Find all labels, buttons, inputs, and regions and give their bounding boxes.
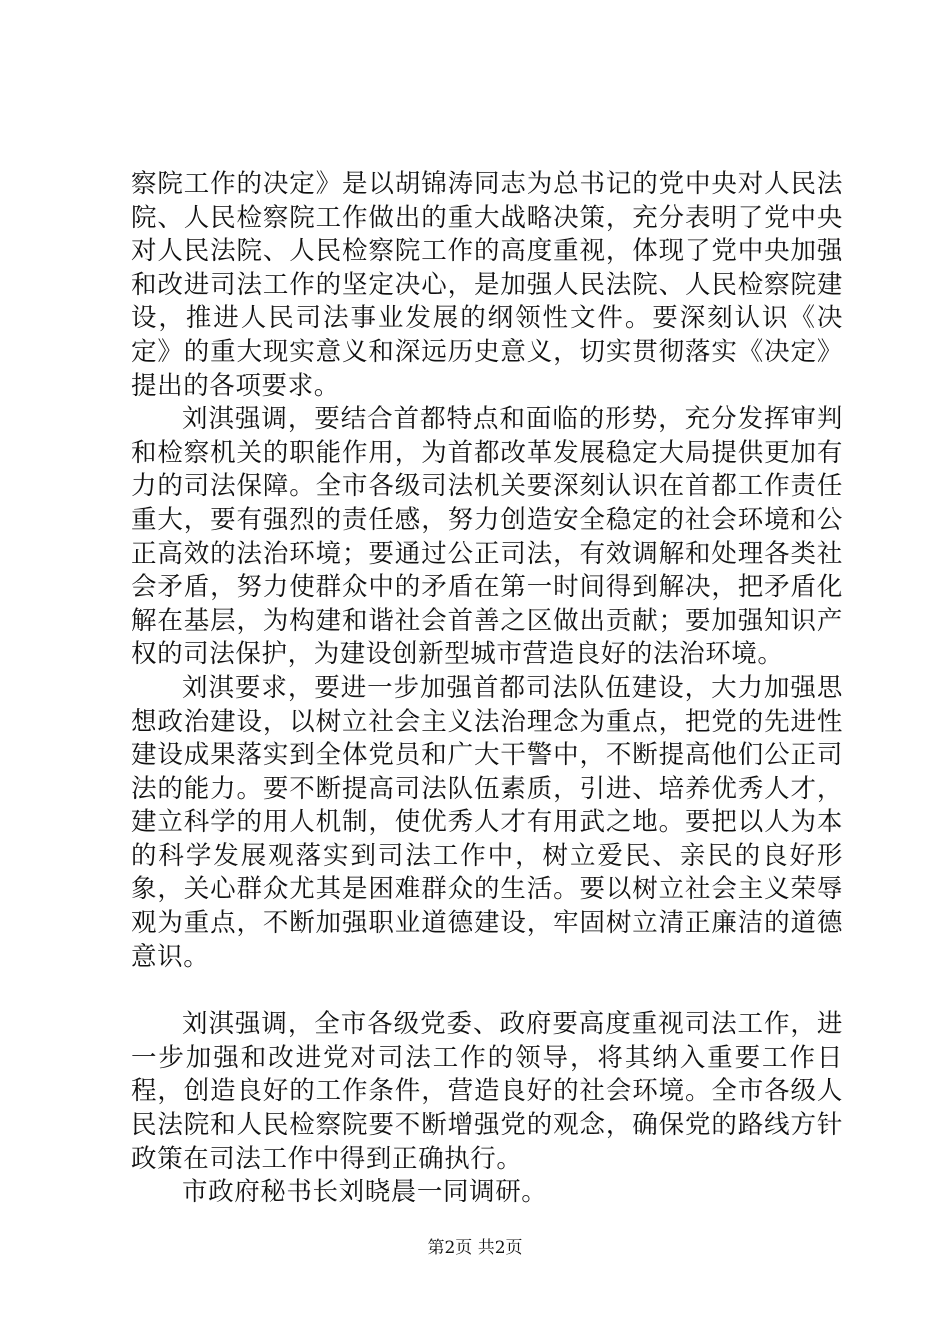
paragraph-spacer	[131, 974, 843, 1008]
document-body	[131, 168, 843, 1210]
page-number-footer: 第2页 共2页	[427, 1238, 523, 1258]
paragraph-4: 刘淇强调，全市各级党委、政府要高度重视司法工作，进一步加强和改进党对司法工作的领导，将其纳入重要工作日程，创造良好的工作条件，营造良好的社会环境。全市各级人民法院和人民检察院要不断增强党的观念，确保党的路线方针政策在司法工作中得到正确执行。	[131, 1009, 843, 1174]
paragraph-2: 刘淇强调，要结合首都特点和面临的形势，充分发挥审判和检察机关的职能作用，为首都改革发展稳定大局提供更加有力的司法保障。全市各级司法机关要深刻认识在首都工作责任重大，要有强烈的责任感，努力创造安全稳定的社会环境和公正高效的法治环境；要通过公正司法，有效调解和处理各类社会矛盾，努力使群众中的矛盾在第一时间得到解决，把矛盾化解在基层，为构建和谐社会首善之区做出贡献；要加强知识产权的司法保护，为建设创新型城市营造良好的法治环境。	[131, 404, 843, 670]
paragraph-5: 市政府秘书长刘晓晨一同调研。	[182, 1177, 548, 1208]
paragraph-1: 察院工作的决定》是以胡锦涛同志为总书记的党中央对人民法院、人民检察院工作做出的重大战略决策，充分表明了党中央对人民法院、人民检察院工作的高度重视，体现了党中央加强和改进司法工作的坚定决心，是加强人民法院、人民检察院建设，推进人民司法事业发展的纲领性文件。要深刻认识《决定》的重大现实意义和深远历史意义，切实贯彻落实《决定》提出的各项要求。	[131, 169, 843, 401]
paragraph-3: 刘淇要求，要进一步加强首都司法队伍建设，大力加强思想政治建设，以树立社会主义法治理念为重点，把党的先进性建设成果落实到全体党员和广大干警中，不断提高他们公正司法的能力。要不断提高司法队伍素质，引进、培养优秀人才，建立科学的用人机制，使优秀人才有用武之地。要把以人为本的科学发展观落实到司法工作中，树立爱民、亲民的良好形象，关心群众尤其是困难群众的生活。要以树立社会主义荣辱观为重点，不断加强职业道德建设，牢固树立清正廉洁的道德意识。	[131, 672, 843, 972]
